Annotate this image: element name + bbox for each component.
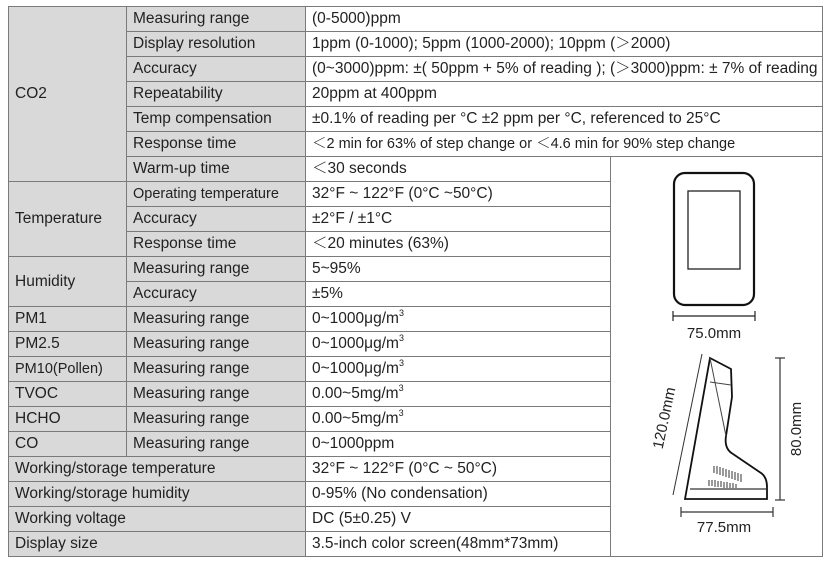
svg-text:120.0mm: 120.0mm [649,385,680,451]
param-label: Response time [127,132,306,157]
param-label: Measuring range [127,257,306,282]
param-value: ±2°F / ±1°C [306,207,611,232]
param-value: 20ppm at 400ppm [306,82,823,107]
param-label: Display resolution [127,32,306,57]
param-label: Accuracy [127,282,306,307]
table-row [9,132,823,157]
param-value: $0\sim 1000\mu g/m^3$ [306,307,611,332]
category-pm25: PM2.5 [9,332,127,357]
param-value: $0\sim 1000\mu g/m^3$ [306,332,611,357]
param-value: 32°F ~ 122°F (0°C ~ 50°C) [306,457,611,482]
param-value: 32°F ~ 122°F (0°C ~50°C) [306,182,611,207]
param-label: Measuring range [127,357,306,382]
param-label: Measuring range [127,407,306,432]
category-hcho: HCHO [9,407,127,432]
param-value: 0~1000ppm [306,432,611,457]
svg-text:80.0mm: 80.0mm [788,401,805,457]
category-co2: CO2 [9,7,127,182]
front-view [673,173,755,342]
table-row [9,107,823,132]
param-label: Display size [9,532,306,557]
param-label: Temp compensation [127,107,306,132]
param-value: ±5% [306,282,611,307]
table-row [9,57,823,82]
param-value: $0\sim 1000\mu g/m^3$ [306,357,611,382]
side-view [650,354,805,536]
category-co: CO [9,432,127,457]
param-value: $0.00\sim 5mg/m^3$ [306,382,611,407]
param-value: ±0.1% of reading per °C ±2 ppm per °C, referenced to 25°C [306,107,823,132]
dimension-drawing [611,157,823,557]
param-label: Accuracy [127,57,306,82]
param-label: Operating temperature [127,182,306,207]
param-label: Working/storage temperature [9,457,306,482]
category-temperature: Temperature [9,182,127,257]
param-label: Measuring range [127,307,306,332]
param-label: Working/storage humidity [9,482,306,507]
param-label: Working voltage [9,507,306,532]
param-value: ＜30 seconds [306,157,611,182]
spec-table [8,6,823,557]
param-label: Accuracy [127,207,306,232]
param-label: Warm-up time [127,157,306,182]
svg-text:75.0mm: 75.0mm [686,325,742,342]
table-row [9,7,823,32]
param-label: Measuring range [127,332,306,357]
param-value: DC (5±0.25) V [306,507,611,532]
table-row [9,32,823,57]
device-diagram-icon [611,157,823,537]
table-row [9,82,823,107]
param-value: 0-95% (No condensation) [306,482,611,507]
param-label: Repeatability [127,82,306,107]
param-label: Measuring range [127,382,306,407]
param-value: ＜2 min for 63% of step change or ＜4.6 min for 90% step change [306,132,823,157]
svg-text:77.5mm: 77.5mm [696,519,752,536]
param-value: ＜20 minutes (63%) [306,232,611,257]
param-label: Measuring range [127,7,306,32]
category-tvoc: TVOC [9,382,127,407]
param-label: Response time [127,232,306,257]
category-pm10: PM10(Pollen) [9,357,127,382]
table-row [9,157,823,182]
param-label: Measuring range [127,432,306,457]
param-value: (0-5000)ppm [306,7,823,32]
param-value: 1ppm (0-1000); 5ppm (1000-2000); 10ppm (＞2000) [306,32,823,57]
param-value: 5~95% [306,257,611,282]
param-value: $0.00\sim 5mg/m^3$ [306,407,611,432]
category-humidity: Humidity [9,257,127,307]
param-value: 3.5-inch color screen(48mm*73mm) [306,532,611,557]
param-value: (0~3000)ppm: ±( 50ppm + 5% of reading ); (＞3000)ppm: ± 7% of reading [306,57,823,82]
category-pm1: PM1 [9,307,127,332]
